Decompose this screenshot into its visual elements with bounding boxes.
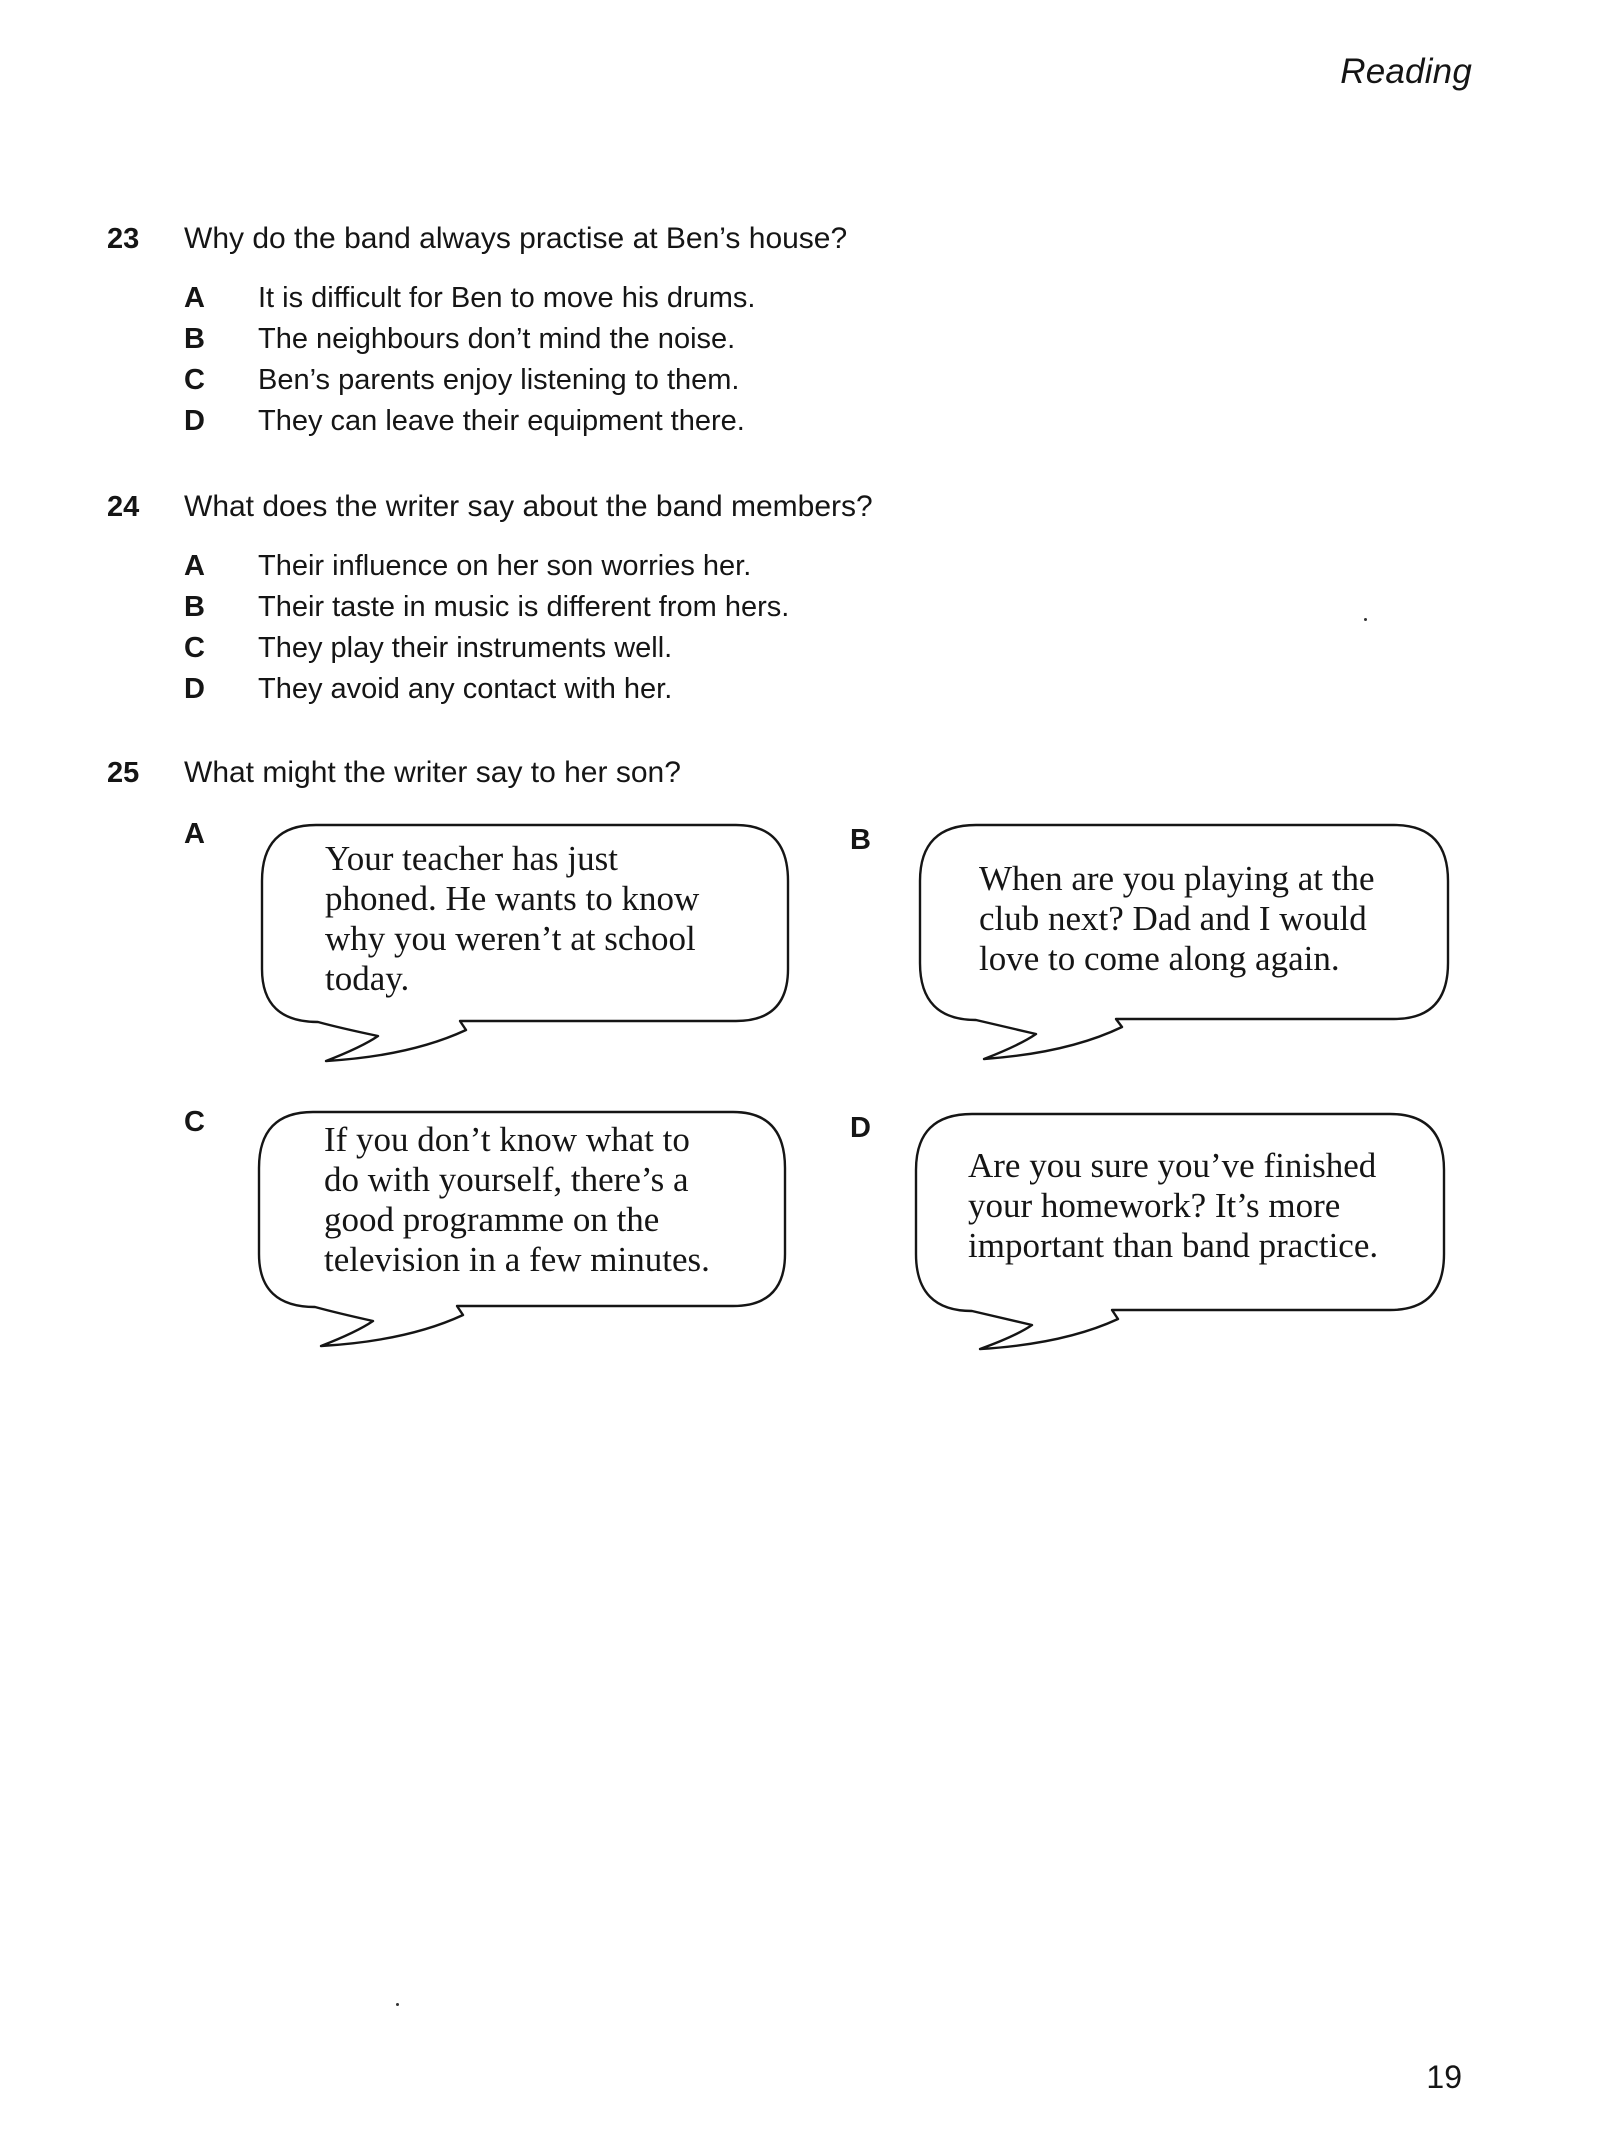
bubble-line: Are you sure you’ve finished [968,1146,1377,1185]
bubble-line: good programme on the [324,1200,660,1239]
option-letter: B [184,591,205,623]
bubble-line: do with yourself, there’s a [324,1160,689,1199]
bubble-line: phoned. He wants to know [325,879,700,918]
bubble-line: love to come along again. [979,939,1340,978]
option-letter: A [184,282,205,314]
section-title: Reading [1340,52,1472,91]
answer-option-c[interactable] [184,364,847,405]
question-header [107,490,873,524]
option-text: They play their instruments well. [258,632,673,664]
option-letter: A [184,550,205,582]
option-letter: C [184,632,205,664]
speech-bubble-d[interactable] [914,1112,1446,1352]
bubble-line: If you don’t know what to [324,1120,690,1159]
answer-option-c[interactable] [184,632,873,673]
answer-option-d[interactable] [184,405,847,446]
bubble-letter-a: A [184,818,205,850]
question-number: 24 [107,491,140,523]
question-number: 23 [107,223,140,255]
speech-bubble-a[interactable] [260,823,790,1063]
bubble-line: club next? Dad and I would [979,899,1367,938]
bubble-line: today. [325,959,410,998]
answer-option-b[interactable] [184,323,847,364]
question-25 [107,756,681,790]
option-text: Their influence on her son worries her. [258,550,752,582]
question-header [107,756,681,790]
scan-speck [1364,618,1367,621]
option-letter: D [184,405,205,437]
bubble-letter-b: B [850,824,871,856]
answer-option-a[interactable] [184,282,847,323]
question-text: What does the writer say about the band members? [184,490,873,523]
bubble-line: your homework? It’s more [968,1186,1341,1225]
scan-speck [396,2003,399,2006]
option-letter: B [184,323,205,355]
answer-options [184,282,847,446]
option-letter: C [184,364,205,396]
speech-bubble-c[interactable] [257,1110,787,1350]
bubble-letter-d: D [850,1112,871,1144]
answer-option-a[interactable] [184,550,873,591]
bubble-line: television in a few minutes. [324,1240,710,1279]
answer-option-b[interactable] [184,591,873,632]
bubble-text [979,859,1375,979]
option-text: Their taste in music is different from hers. [258,591,790,623]
option-text: They can leave their equipment there. [258,405,745,437]
page-number: 19 [1426,2059,1462,2095]
option-text: It is difficult for Ben to move his drums. [258,282,756,314]
bubble-text [968,1146,1378,1266]
bubble-line: Your teacher has just [325,839,618,878]
option-letter: D [184,673,205,705]
bubble-text [324,1120,710,1280]
bubble-text [325,839,699,999]
bubble-line: why you weren’t at school [325,919,696,958]
question-text: Why do the band always practise at Ben’s house? [184,222,848,255]
question-23 [107,222,847,446]
option-text: They avoid any contact with her. [258,673,673,705]
answer-options [184,550,873,714]
bubble-line: important than band practice. [968,1226,1379,1265]
option-text: The neighbours don’t mind the noise. [258,323,736,355]
question-header [107,222,847,256]
question-number: 25 [107,757,140,789]
question-text: What might the writer say to her son? [184,756,681,789]
answer-option-d[interactable] [184,673,873,714]
bubble-line: When are you playing at the [979,859,1375,898]
question-24 [107,490,873,714]
option-text: Ben’s parents enjoy listening to them. [258,364,740,396]
bubble-letter-c: C [184,1106,205,1138]
speech-bubble-b[interactable] [918,823,1450,1061]
